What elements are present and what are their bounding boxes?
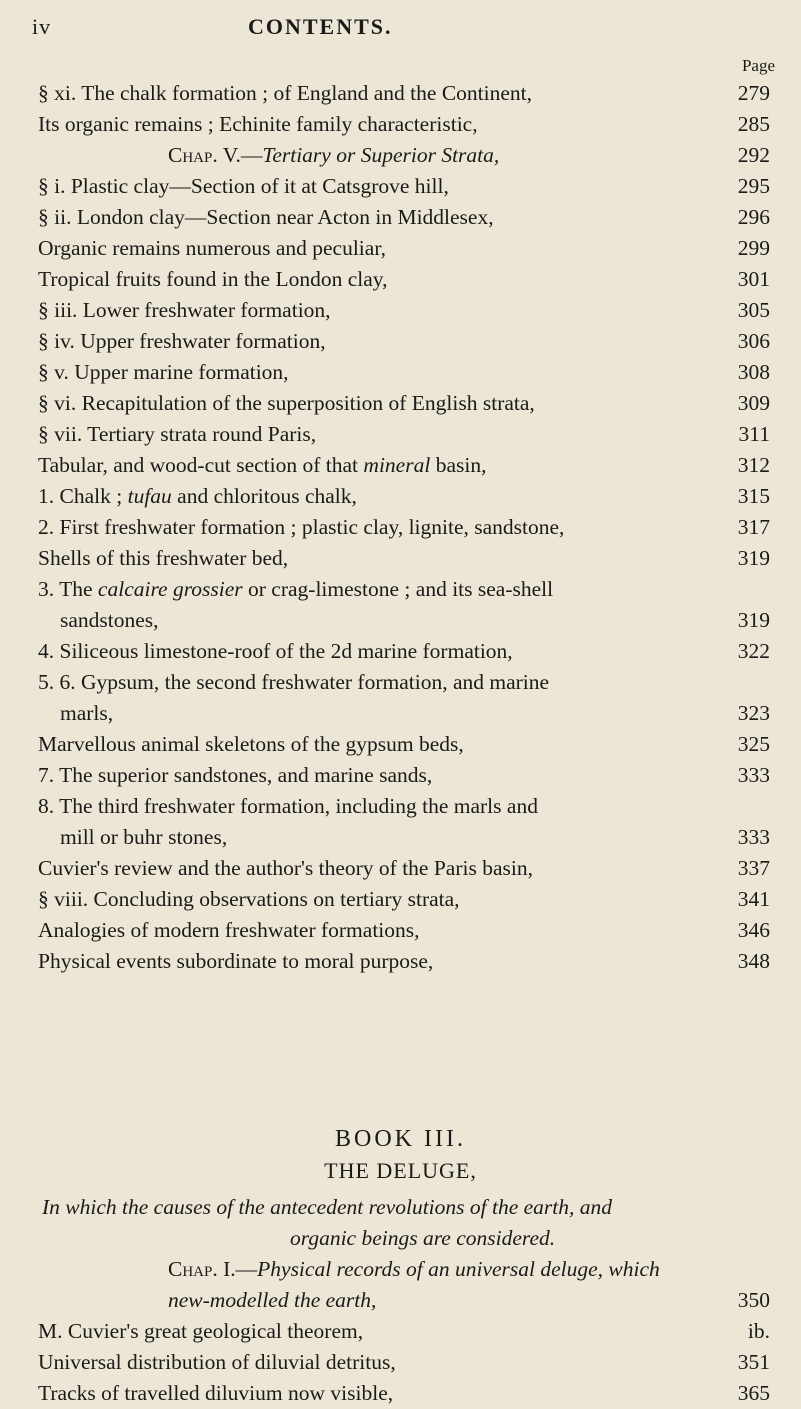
- toc-entry: [38, 884, 770, 915]
- toc-page-number: 365: [737, 1381, 770, 1405]
- toc-entry-title: § iv. Upper freshwater formation,: [38, 329, 326, 353]
- toc-entry-title: § viii. Concluding observations on tertiary strata,: [38, 887, 460, 911]
- toc-page-number: 296: [737, 205, 770, 229]
- toc-entry-title: 4. Siliceous limestone-roof of the 2d marine formation,: [38, 639, 513, 663]
- toc-entry: [38, 853, 770, 884]
- toc-page-number: 317: [737, 515, 770, 539]
- toc-entry: [38, 326, 770, 357]
- toc-page-number: 311: [738, 422, 770, 446]
- toc-entry-title: [38, 574, 553, 605]
- toc-entry: [38, 822, 770, 853]
- toc-entry-title: sandstones,: [60, 608, 159, 632]
- toc-entry-text-em: tufau: [127, 484, 172, 508]
- toc-entry: [38, 264, 770, 295]
- toc-entry-title: Analogies of modern freshwater formations,: [38, 918, 420, 942]
- toc-page-number: 319: [737, 546, 770, 570]
- toc-entry-text-pre: 1. Chalk ;: [38, 484, 128, 508]
- toc-page-number: 279: [737, 81, 770, 105]
- toc-entry-title: Tropical fruits found in the London clay,: [38, 267, 388, 291]
- toc-entry-title: Tracks of travelled diluvium now visible,: [38, 1381, 394, 1405]
- toc-page-number: 350: [737, 1288, 770, 1312]
- toc-page-number: 292: [737, 143, 770, 167]
- toc-entry-title: § i. Plastic clay—Section of it at Catsgrove hill,: [38, 174, 449, 198]
- toc-entry-title: Marvellous animal skeletons of the gypsum beds,: [38, 732, 464, 756]
- toc-entry: [38, 202, 770, 233]
- toc-page-number: 341: [737, 887, 770, 911]
- toc-page-number: 333: [737, 825, 770, 849]
- toc-entry-text-post: or crag-limestone ; and its sea-shell: [242, 577, 554, 601]
- toc-entry: [38, 915, 770, 946]
- toc-entry-title: new-modelled the earth,: [168, 1288, 377, 1312]
- toc-entry: [38, 543, 770, 574]
- toc-entry-title: [38, 450, 486, 481]
- toc-entry: [38, 171, 770, 202]
- toc-entry: [38, 791, 770, 822]
- toc-page-number: 306: [737, 329, 770, 353]
- toc-entry: [38, 605, 770, 636]
- contents-list: [38, 78, 770, 977]
- toc-page-number: 348: [737, 949, 770, 973]
- toc-entry: [38, 450, 770, 481]
- toc-entry: [38, 1285, 770, 1316]
- toc-entry: [38, 1378, 770, 1409]
- toc-page-number: 319: [737, 608, 770, 632]
- toc-entry: [38, 636, 770, 667]
- toc-entry: [38, 512, 770, 543]
- toc-page-number: 322: [737, 639, 770, 663]
- contents-list-book-3: [38, 1254, 770, 1409]
- running-header: [32, 8, 772, 48]
- toc-entry: [38, 1316, 770, 1347]
- toc-entry-title: mill or buhr stones,: [60, 825, 228, 849]
- toc-entry-title: § vii. Tertiary strata round Paris,: [38, 422, 317, 446]
- toc-entry-text-post: basin,: [430, 453, 487, 477]
- toc-page-number: 295: [737, 174, 770, 198]
- book-title: BOOK III.: [335, 1126, 466, 1152]
- toc-entry-title: Cuvier's review and the author's theory of the Paris basin,: [38, 856, 533, 880]
- toc-entry: [38, 481, 770, 512]
- toc-page-number: 301: [737, 267, 770, 291]
- toc-entry-title: [168, 1254, 660, 1285]
- toc-page-number: 309: [737, 391, 770, 415]
- toc-entry-text-pre: Tabular, and wood-cut section of that: [38, 453, 364, 477]
- toc-entry: [38, 1254, 770, 1285]
- toc-entry-title: [168, 140, 499, 171]
- toc-page-number: 305: [737, 298, 770, 322]
- chapter-label: Chap. I.—: [168, 1257, 258, 1281]
- toc-entry-title: Shells of this freshwater bed,: [38, 546, 289, 570]
- toc-page-number: 323: [737, 701, 770, 725]
- toc-page-number: ib.: [747, 1319, 770, 1343]
- toc-entry-title: Universal distribution of diluvial detritus,: [38, 1350, 396, 1374]
- toc-entry: [38, 946, 770, 977]
- chapter-title: Physical records of an universal deluge, which: [257, 1257, 660, 1281]
- toc-entry-title: 8. The third freshwater formation, including the marls and: [38, 794, 538, 818]
- toc-entry: [38, 388, 770, 419]
- toc-entry: [38, 760, 770, 791]
- book-intro-line-1: In which the causes of the antecedent revolutions of the earth, and: [42, 1195, 613, 1219]
- toc-entry: [38, 667, 770, 698]
- toc-entry-title: § v. Upper marine formation,: [38, 360, 289, 384]
- toc-entry: [38, 140, 770, 171]
- toc-page-number: 333: [737, 763, 770, 787]
- toc-entry-title: 5. 6. Gypsum, the second freshwater formation, and marine: [38, 670, 550, 694]
- toc-entry-text-pre: 3. The: [38, 577, 98, 601]
- toc-entry: [38, 729, 770, 760]
- book-intro-line-2: organic beings are considered.: [290, 1226, 556, 1250]
- toc-entry-title: 2. First freshwater formation ; plastic clay, lignite, sandstone,: [38, 515, 565, 539]
- toc-entry-title: marls,: [60, 701, 114, 725]
- toc-entry-title: 7. The superior sandstones, and marine sands,: [38, 763, 433, 787]
- chapter-label: Chap. V.—: [168, 143, 263, 167]
- toc-entry-title: § vi. Recapitulation of the superposition of English strata,: [38, 391, 535, 415]
- book-subtitle: THE DELUGE,: [324, 1158, 477, 1183]
- toc-page-number: 299: [737, 236, 770, 260]
- toc-entry-title: M. Cuvier's great geological theorem,: [38, 1319, 364, 1343]
- toc-entry: [38, 419, 770, 450]
- toc-entry: [38, 1347, 770, 1378]
- toc-page-number: 312: [737, 453, 770, 477]
- folio-number: iv: [32, 14, 52, 39]
- toc-page-number: 346: [737, 918, 770, 942]
- toc-page-number: 351: [737, 1350, 770, 1374]
- toc-entry: [38, 698, 770, 729]
- chapter-title: Tertiary or Superior Strata,: [262, 143, 500, 167]
- toc-page-number: 308: [737, 360, 770, 384]
- toc-page-number: 315: [737, 484, 770, 508]
- running-title: CONTENTS.: [248, 14, 393, 39]
- toc-entry: [38, 109, 770, 140]
- toc-entry-text-em: mineral: [363, 453, 431, 477]
- toc-entry-text-em: calcaire grossier: [97, 577, 243, 601]
- toc-entry-title: [38, 481, 357, 512]
- toc-entry-title: § ii. London clay—Section near Acton in Middlesex,: [38, 205, 494, 229]
- toc-entry: [38, 574, 770, 605]
- toc-page-number: 285: [737, 112, 770, 136]
- toc-entry-title: Its organic remains ; Echinite family characteristic,: [38, 112, 478, 136]
- toc-entry-title: Organic remains numerous and peculiar,: [38, 236, 386, 260]
- toc-entry-text-post: and chloritous chalk,: [171, 484, 357, 508]
- toc-entry: [38, 78, 770, 109]
- toc-page-number: 337: [737, 856, 770, 880]
- toc-page-number: 325: [737, 732, 770, 756]
- toc-entry: [38, 295, 770, 326]
- toc-entry-title: § iii. Lower freshwater formation,: [38, 298, 331, 322]
- toc-entry: [38, 233, 770, 264]
- toc-entry-title: § xi. The chalk formation ; of England and the Continent,: [38, 81, 532, 105]
- toc-entry: [38, 357, 770, 388]
- toc-entry-title: Physical events subordinate to moral purpose,: [38, 949, 434, 973]
- page-column-label: Page: [741, 56, 775, 75]
